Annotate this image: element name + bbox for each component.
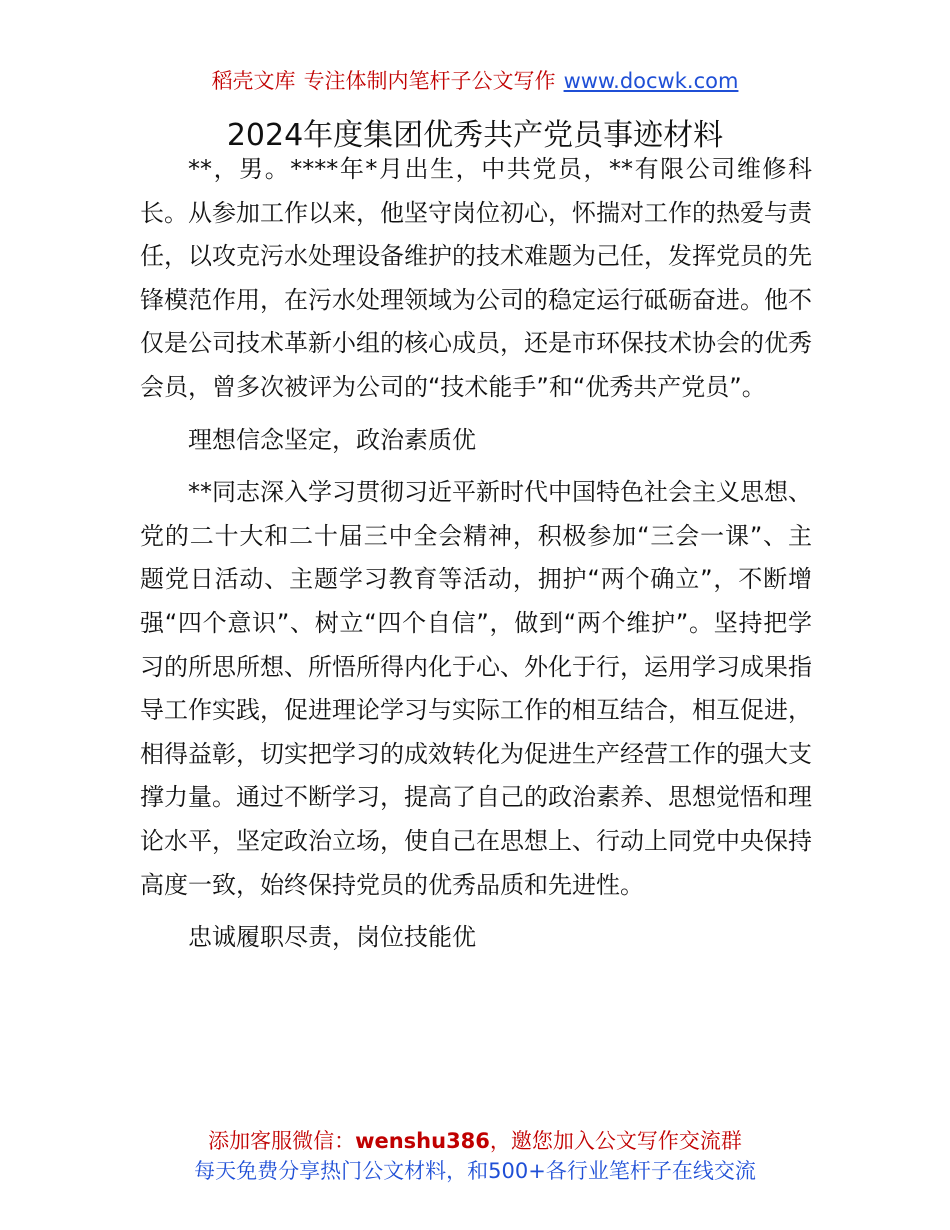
header-slogan: 专注体制内笔杆子公文写作 [303, 69, 556, 93]
section-heading-1: 理想信念坚定，政治素质优 [188, 425, 476, 454]
footer-share-line: 每天免费分享热门公文材料，和500+各行业笔杆子在线交流 [194, 1159, 756, 1183]
document-title: 2024年度集团优秀共产党员事迹材料 [226, 118, 724, 153]
footer-wechat-id: wenshu386 [355, 1129, 490, 1153]
intro-paragraph: **，男。****年*月出生，中共党员，**有限公司维修科长。从参加工作以来，他坚守岗位初心，怀揣对工作的热爱与责任，以攻克污水处理设备维护的技术难题为己任，发挥党员的先锋模范作用，在污水处理领域为公司的稳定运行砥砺奋进。他不仅是公司技术革新小组的核心成员，还是市环保技术协会的优秀会员，曾多次被评为公司的“技术能手”和“优秀共产党员”。 [140, 155, 812, 401]
header-brand: 稻壳文库 [211, 69, 296, 93]
header-url-link[interactable]: www.docwk.com [563, 69, 739, 93]
footer-banner [0, 1126, 950, 1186]
document-body [140, 148, 812, 969]
footer-wechat-prefix: 添加客服微信： [208, 1129, 356, 1153]
section-paragraph-1: **同志深入学习贯彻习近平新时代中国特色社会主义思想、党的二十大和二十届三中全会精神，积极参加“三会一课”、主题党日活动、主题学习教育等活动，拥护“两个确立”，不断增强“四个意识”、树立“四个自信”，做到“两个维护”。坚持把学习的所思所想、所悟所得内化于心、外化于行，运用学习成果指导工作实践，促进理论学习与实际工作的相互结合，相互促进，相得益彰，切实把学习的成效转化为促进生产经营工作的强大支撑力量。通过不断学习，提高了自己的政治素养、思想觉悟和理论水平，坚定政治立场，使自己在思想上、行动上同党中央保持高度一致，始终保持党员的优秀品质和先进性。 [140, 478, 812, 899]
footer-wechat-line [0, 1126, 950, 1156]
section-heading-2: 忠诚履职尽责，岗位技能优 [188, 923, 476, 952]
footer-wechat-suffix: ，邀您加入公文写作交流群 [489, 1129, 742, 1153]
header-banner [0, 66, 950, 96]
